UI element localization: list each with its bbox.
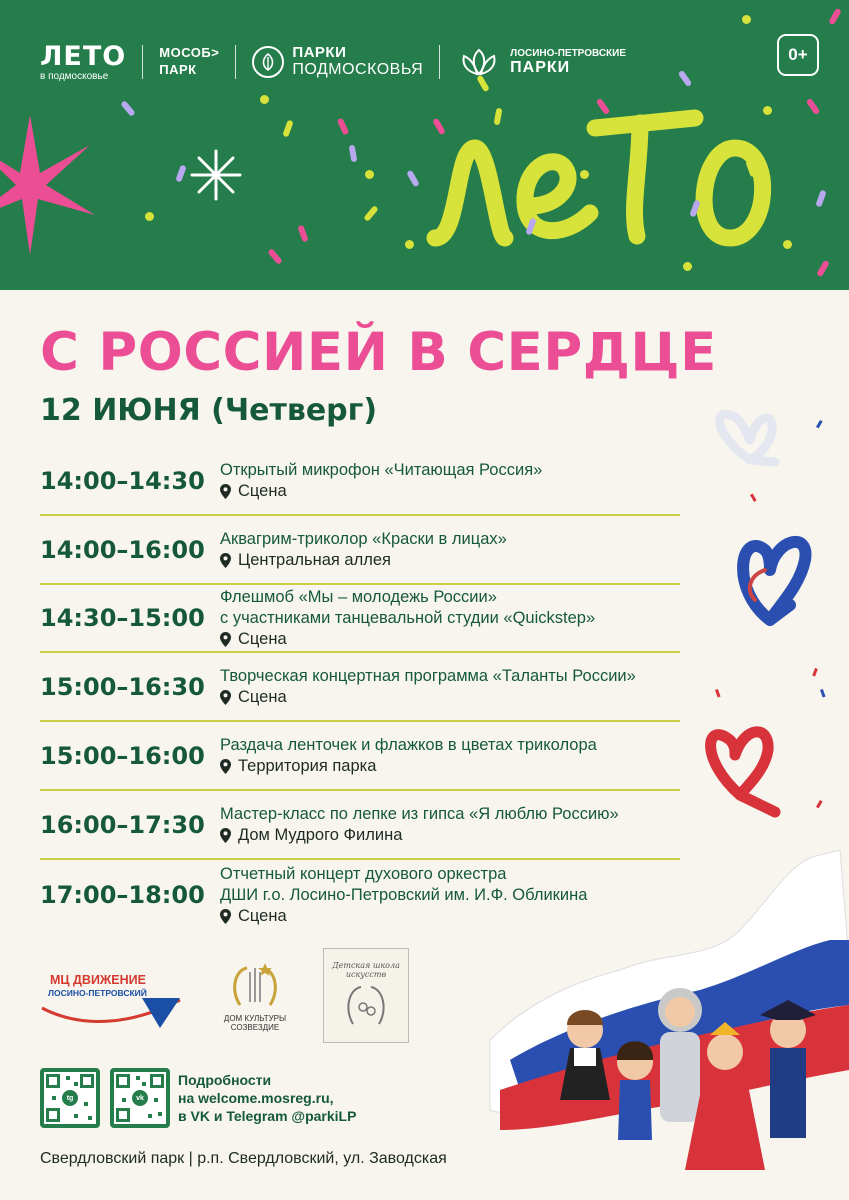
leto-logo <box>40 40 127 82</box>
schedule-title: Мастер-класс по лепке из гипса «Я люблю Россию» <box>220 804 619 823</box>
mosoblpark-logo-line2: ПАРК <box>159 62 197 77</box>
event-title: С РОССИЕЙ В СЕРДЦЕ <box>40 322 717 383</box>
leto-logo-subtitle: в подмосковье <box>40 70 109 82</box>
map-pin-icon <box>220 828 231 843</box>
map-pin-icon <box>220 690 231 705</box>
losino-petrovskie-parks-logo <box>456 46 626 78</box>
event-date: 12 ИЮНЯ (Четверг) <box>40 393 378 428</box>
divider <box>235 45 236 79</box>
map-pin-icon <box>220 909 231 924</box>
schedule-row <box>40 653 680 722</box>
schedule-time: 14:00–14:30 <box>40 466 205 495</box>
parks-logo-line2: ПОДМОСКОВЬЯ <box>292 61 424 79</box>
schedule-row <box>40 585 680 653</box>
schedule-location: Территория парка <box>238 756 377 775</box>
divider <box>142 45 143 79</box>
schedule-row <box>40 447 680 516</box>
children-russia-map-illustration <box>470 840 849 1180</box>
map-pin-icon <box>220 632 231 647</box>
divider <box>439 45 440 79</box>
mc-logo-subtitle: ЛОСИНО-ПЕТРОВСКИЙ <box>48 988 147 998</box>
schedule-title: Флешмоб «Мы – молодежь России» <box>220 587 497 606</box>
schedule-location: Сцена <box>238 481 287 500</box>
child-figure <box>658 988 702 1122</box>
vk-qr-code[interactable] <box>110 1068 170 1128</box>
schedule-row <box>40 516 680 585</box>
sparkle-icon <box>186 148 246 202</box>
schedule-title-line2: ДШИ г.о. Лосино-Петровский им. И.Ф. Обликина <box>220 885 588 904</box>
dshi-logo-text: Детская школа искусств <box>332 960 400 979</box>
schedule-time: 16:00–17:30 <box>40 810 205 839</box>
schedule-location: Центральная аллея <box>238 550 391 569</box>
schedule-title: Аквагрим-триколор «Краски в лицах» <box>220 529 507 548</box>
schedule-title: Отчетный концерт духового оркестра <box>220 864 507 883</box>
dk-logo-text: ДОМ КУЛЬТУРЫ СОЗВЕЗДИЕ <box>223 1014 287 1032</box>
details-line: на welcome.mosreg.ru, <box>178 1090 334 1106</box>
lyre-icon <box>225 960 285 1008</box>
schedule-location: Сцена <box>238 687 287 706</box>
schedule-title: Открытый микрофон «Читающая Россия» <box>220 460 543 479</box>
schedule-title: Творческая концертная программа «Таланты России» <box>220 666 636 685</box>
age-rating-badge: 0+ <box>777 34 819 76</box>
leaves-icon <box>456 46 502 78</box>
leto-logo-text: ЛЕТО <box>40 40 127 72</box>
header-banner <box>0 0 849 290</box>
logo-bar <box>40 40 819 84</box>
details-text <box>178 1071 356 1125</box>
map-pin-icon <box>220 484 231 499</box>
dk-sozvezdie-logo <box>220 960 290 1033</box>
partner-logos <box>40 945 440 1045</box>
schedule-time: 15:00–16:30 <box>40 672 205 701</box>
leto-lettering <box>405 88 805 268</box>
details-line: Подробности <box>178 1072 272 1088</box>
schedule-title-line2: с участниками танцевальной студии «Quickstep» <box>220 608 596 627</box>
child-figure <box>617 1041 653 1140</box>
leaf-icon <box>252 46 284 78</box>
mc-logo-title: МЦ ДВИЖЕНИЕ <box>50 973 146 987</box>
schedule-time: 14:00–16:00 <box>40 535 205 564</box>
music-lyre-icon <box>341 979 391 1029</box>
details-line: в VK и Telegram @parkiLP <box>178 1108 357 1124</box>
vk-icon: vk <box>132 1090 148 1106</box>
telegram-icon: tg <box>62 1090 78 1106</box>
mosoblpark-logo <box>159 45 219 79</box>
pink-star-icon <box>0 110 110 260</box>
swoosh-icon <box>40 998 190 1028</box>
venue-address: Свердловский парк | р.п. Свердловский, ул. Заводская <box>40 1150 447 1167</box>
schedule-time: 14:30–15:00 <box>40 604 205 632</box>
schedule-location: Сцена <box>238 629 287 648</box>
dshi-logo <box>323 948 409 1043</box>
schedule-title: Раздача ленточек и флажков в цветах триколора <box>220 735 597 754</box>
parks-podmoskovya-logo <box>252 45 423 79</box>
schedule-row <box>40 722 680 791</box>
map-pin-icon <box>220 553 231 568</box>
heart-ribbons-decoration <box>690 400 849 840</box>
schedule-location: Дом Мудрого Филина <box>238 825 403 844</box>
map-pin-icon <box>220 759 231 774</box>
lp-logo-line2: ПАРКИ <box>510 58 571 76</box>
mosoblpark-logo-line1: МОСОБ> <box>159 45 220 61</box>
lp-logo-line1: ЛОСИНО-ПЕТРОВСКИЕ <box>510 47 627 59</box>
parks-logo-line1: ПАРКИ <box>292 43 347 61</box>
schedule-location: Сцена <box>238 906 287 925</box>
telegram-qr-code[interactable] <box>40 1068 100 1128</box>
mc-dvizhenie-logo <box>40 970 190 1020</box>
schedule-time: 15:00–16:00 <box>40 741 205 770</box>
schedule-time: 17:00–18:00 <box>40 881 205 909</box>
